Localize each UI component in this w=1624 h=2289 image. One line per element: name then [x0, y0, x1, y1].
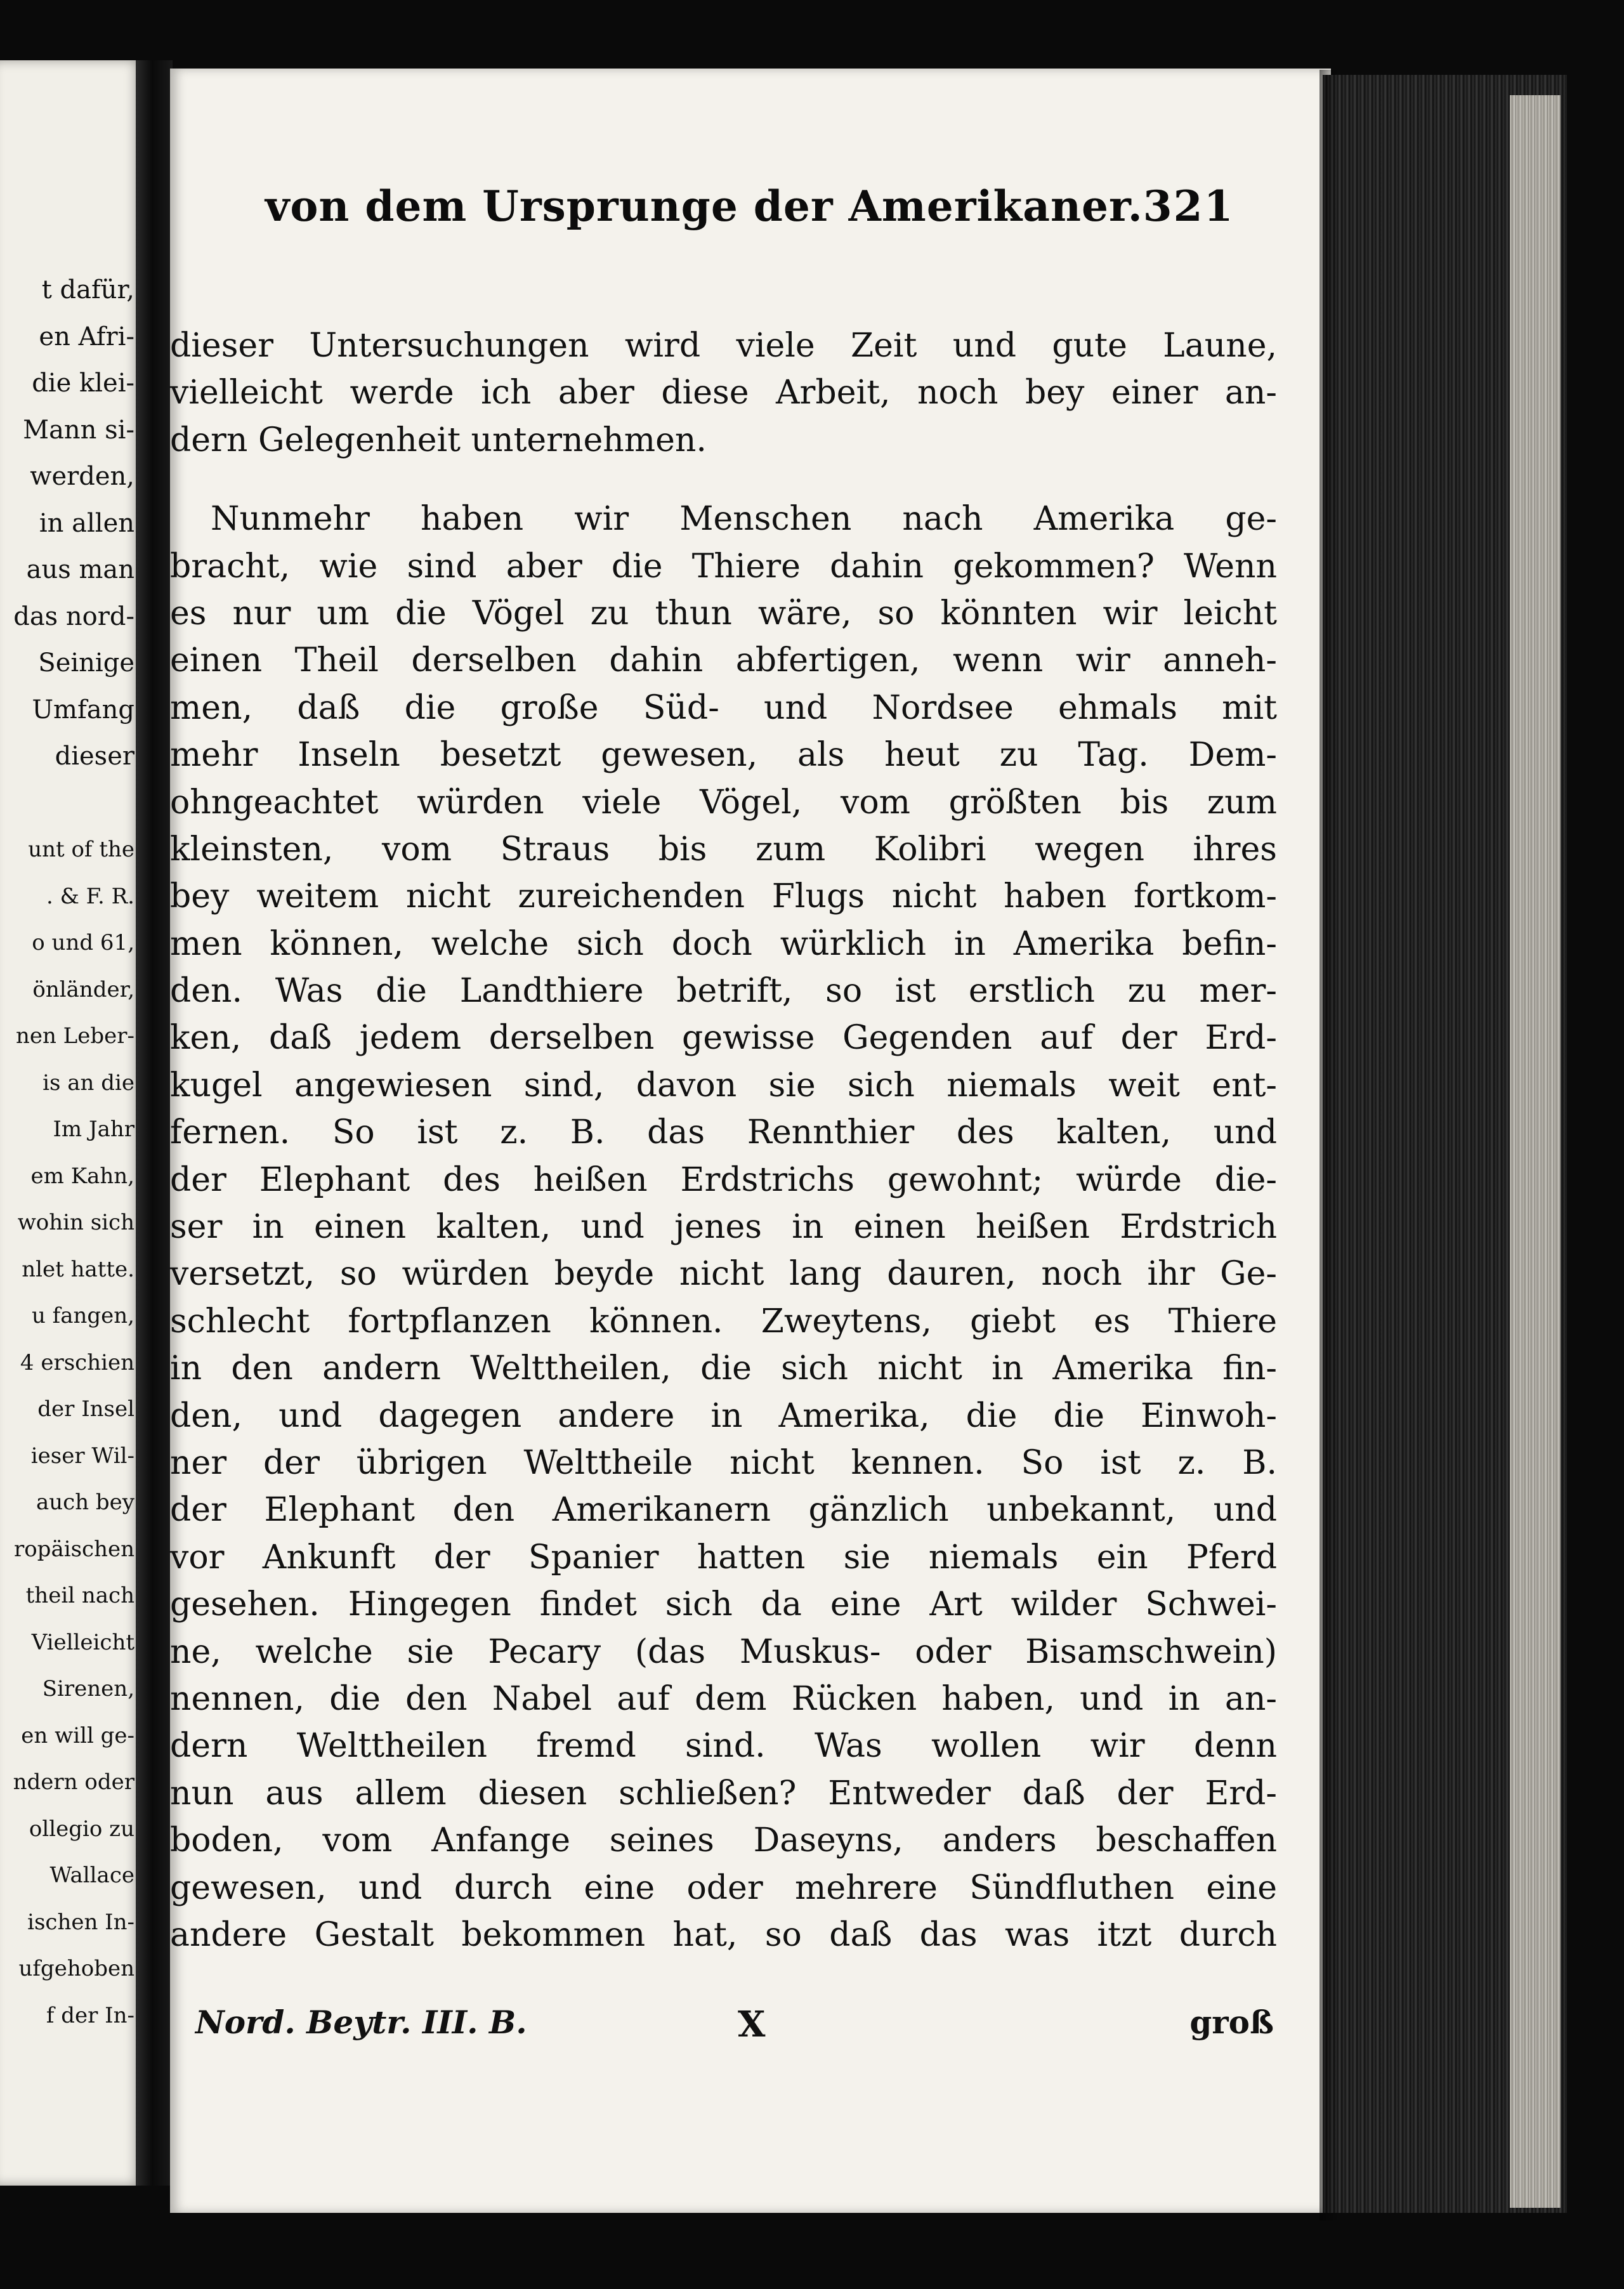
- previous-page-line: theil nach: [25, 1583, 134, 1608]
- text-line: kleinsten, vom Straus bis zum Kolibri wegen ihres: [170, 830, 1277, 869]
- previous-page-line: unt of the: [28, 837, 134, 862]
- text-line: gewesen, und durch eine oder mehrere Sündfluthen eine: [170, 1868, 1277, 1907]
- previous-page-line: Seinige: [38, 648, 134, 678]
- text-line: einen Theil derselben dahin abfertigen, wenn wir anneh-: [170, 641, 1277, 680]
- previous-page-line: en will ge-: [21, 1722, 134, 1748]
- text-line: fernen. So ist z. B. das Rennthier des kalten, und: [170, 1113, 1277, 1152]
- previous-page-line: die klei-: [32, 369, 134, 398]
- previous-page-line: Wallace: [49, 1863, 134, 1888]
- book-page: [170, 69, 1331, 2213]
- text-line: bracht, wie sind aber die Thiere dahin gekommen? Wenn: [170, 547, 1277, 586]
- text-line: nun aus allem diesen schließen? Entweder daß der Erd-: [170, 1774, 1277, 1813]
- text-line: den. Was die Landthiere betrift, so ist erstlich zu mer-: [170, 972, 1277, 1011]
- previous-page-line: wohin sich: [17, 1210, 134, 1235]
- previous-page-line: Mann si-: [23, 415, 134, 445]
- previous-page-line: werden,: [30, 462, 134, 491]
- previous-page-line: in allen: [39, 508, 134, 538]
- book-page-edges-light: [1510, 95, 1561, 2208]
- running-head: [265, 181, 1234, 231]
- previous-page-line: em Kahn,: [30, 1163, 134, 1189]
- text-line: gesehen. Hingegen findet sich da eine Art wilder Schwei-: [170, 1585, 1277, 1624]
- page-number: 321: [1143, 181, 1234, 231]
- previous-page-line: önländer,: [32, 976, 134, 1002]
- text-line: men, daß die große Süd- und Nordsee ehmals mit: [170, 688, 1277, 727]
- text-line: andere Gestalt bekommen hat, so daß das was itzt durch: [170, 1915, 1277, 1954]
- previous-page-line: der Insel: [37, 1396, 134, 1422]
- previous-page-line: nlet hatte.: [22, 1256, 134, 1282]
- previous-page-line: ieser Wil-: [30, 1443, 134, 1469]
- text-line: den, und dagegen andere in Amerika, die die Einwoh-: [170, 1396, 1277, 1435]
- previous-page-text: [0, 267, 134, 2039]
- previous-page-line: ollegio zu: [29, 1816, 134, 1842]
- paragraph-start-line: Nunmehr haben wir Menschen nach Amerika ge-: [211, 500, 1277, 539]
- text-line: der Elephant den Amerikanern gänzlich unbekannt, und: [170, 1491, 1277, 1530]
- text-line: ken, daß jedem derselben gewisse Gegenden auf der Erd-: [170, 1019, 1277, 1058]
- sheet-mark: X: [738, 2004, 766, 2045]
- previous-page-line: Im Jahr: [53, 1117, 134, 1142]
- page-edge-shadow: [1320, 70, 1339, 2220]
- previous-page-line: Vielleicht: [31, 1629, 134, 1655]
- running-title: von dem Ursprunge der Amerikaner.: [265, 181, 1143, 231]
- text-line: bey weitem nicht zureichenden Flugs nicht haben fortkom-: [170, 877, 1277, 916]
- previous-page-fragment: [0, 60, 143, 2186]
- text-line: versetzt, so würden beyde nicht lang dauren, noch ihr Ge-: [170, 1255, 1277, 1294]
- previous-page-line: is an die: [43, 1070, 134, 1096]
- text-line: dern Welttheilen fremd sind. Was wollen wir denn: [170, 1727, 1277, 1766]
- text-line: es nur um die Vögel zu thun wäre, so könnten wir leicht: [170, 594, 1277, 633]
- catchword: groß: [1189, 2004, 1274, 2041]
- previous-page-line: Sirenen,: [42, 1676, 134, 1702]
- text-line: ne, welche sie Pecary (das Muskus- oder Bisamschwein): [170, 1632, 1277, 1671]
- previous-page-line: en Afri-: [39, 322, 134, 351]
- page-footer: [195, 2004, 1274, 2054]
- previous-page-line: [0, 780, 134, 827]
- text-line: in den andern Welttheilen, die sich nicht in Amerika fin-: [170, 1349, 1277, 1388]
- previous-page-line: . & F. R.: [46, 883, 134, 909]
- text-line: dieser Untersuchungen wird viele Zeit und gute Laune,: [170, 327, 1277, 365]
- previous-page-line: 4 erschien: [20, 1349, 134, 1375]
- text-line: men können, welche sich doch würklich in Amerika befin-: [170, 924, 1277, 963]
- text-line: nennen, die den Nabel auf dem Rücken haben, und in an-: [170, 1679, 1277, 1718]
- previous-page-line: t dafür,: [41, 275, 134, 305]
- book-gutter: [136, 60, 173, 2186]
- text-line: ser in einen kalten, und jenes in einen heißen Erdstrich: [170, 1208, 1277, 1247]
- previous-page-line: ropäischen: [13, 1536, 134, 1562]
- previous-page-line: nen Leber-: [15, 1023, 134, 1049]
- previous-page-line: Umfang: [32, 695, 134, 725]
- previous-page-line: f der In-: [46, 2002, 134, 2028]
- previous-page-line: aus man: [26, 555, 134, 584]
- previous-page-line: das nord-: [13, 601, 134, 631]
- text-line: vor Ankunft der Spanier hatten sie niemals ein Pferd: [170, 1538, 1277, 1577]
- previous-page-line: dieser: [55, 742, 134, 771]
- previous-page-line: ischen In-: [27, 1909, 134, 1935]
- text-line: dern Gelegenheit unternehmen.: [170, 421, 707, 459]
- previous-page-line: ndern oder: [13, 1769, 134, 1795]
- text-line: mehr Inseln besetzt gewesen, als heut zu Tag. Dem-: [170, 736, 1277, 775]
- previous-page-line: auch bey: [36, 1490, 134, 1515]
- text-line: der Elephant des heißen Erdstrichs gewohnt; würde die-: [170, 1160, 1277, 1199]
- text-line: kugel angewiesen sind, davon sie sich niemals weit ent-: [170, 1066, 1277, 1105]
- text-line: schlecht fortpflanzen können. Zweytens, giebt es Thiere: [170, 1302, 1277, 1341]
- body-text: [170, 322, 1277, 1958]
- text-line: boden, vom Anfange seines Daseyns, anders beschaffen: [170, 1821, 1277, 1860]
- previous-page-line: o und 61,: [32, 930, 134, 955]
- text-line: ohngeachtet würden viele Vögel, vom größten bis zum: [170, 783, 1277, 822]
- previous-page-line: ufgehoben: [18, 1956, 134, 1981]
- previous-page-line: u fangen,: [31, 1303, 134, 1328]
- text-line: ner der übrigen Welttheile nicht kennen. So ist z. B.: [170, 1443, 1277, 1482]
- text-line: vielleicht werde ich aber diese Arbeit, noch bey einer an-: [170, 374, 1277, 412]
- signature-mark: Nord. Beytr. III. B.: [195, 2004, 527, 2041]
